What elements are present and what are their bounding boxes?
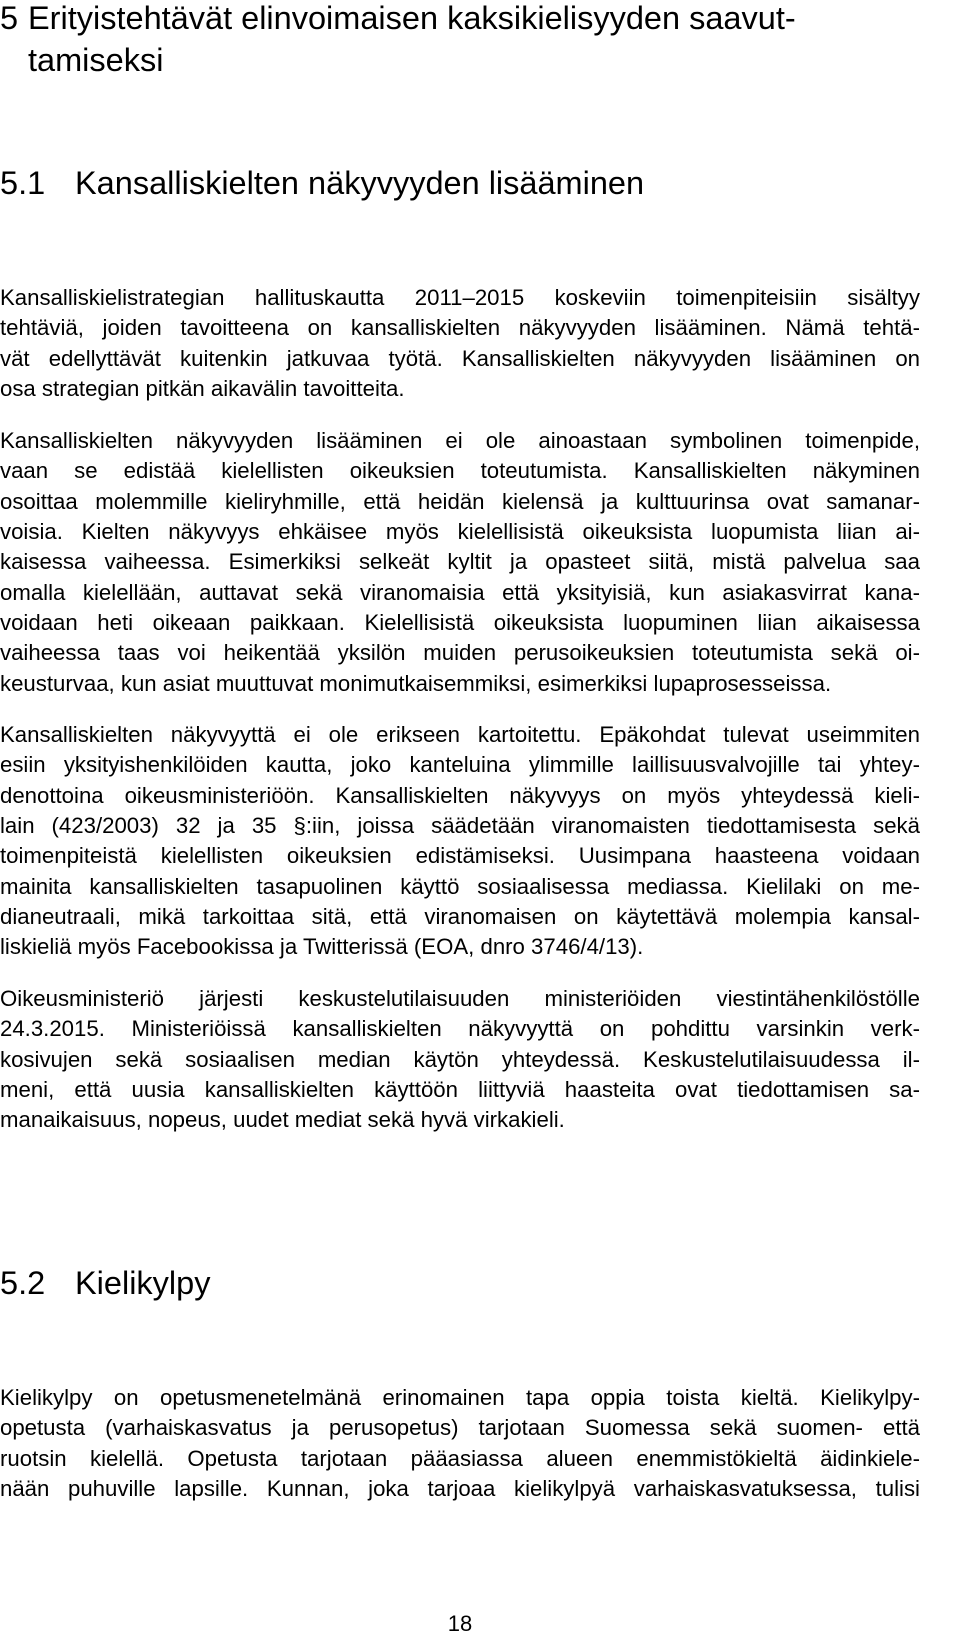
- text-line: opetusta (varhaiskasvatus ja perusopetus) tarjotaan Suomessa sekä suomen- että: [0, 1415, 920, 1441]
- text-line: Kansalliskielistrategian hallituskautta 2011–2015 koskeviin toimenpiteisiin sisältyy: [0, 285, 920, 310]
- chapter-title-line-1: Erityistehtävät elinvoimaisen kaksikielisyyden saavut-: [28, 0, 796, 36]
- text-line: Kielikylpy on opetusmenetelmänä erinomainen tapa oppia toista kieltä. Kielikylpy-: [0, 1385, 920, 1410]
- text-line: dianeutraali, mikä tarkoittaa sitä, että viranomaisen on käytettävä molempia kansal-: [0, 904, 920, 930]
- section-title: Kielikylpy: [75, 1265, 211, 1301]
- text-line: toimenpiteistä kielellisten oikeuksien edistämiseksi. Uusimpana haasteena voidaan: [0, 843, 920, 869]
- text-line: 24.3.2015. Ministeriöissä kansalliskielten näkyvyyttä on pohdittu varsinkin verk-: [0, 1016, 920, 1042]
- text-line: keusturvaa, kun asiat muuttuvat monimutkaisemmiksi, esimerkiksi lupaprosesseissa.: [0, 670, 832, 696]
- page-number: 18: [447, 1611, 473, 1636]
- text-line: omalla kielellään, auttavat sekä viranomaisia että yksityisiä, kun asiakasvirrat kana-: [0, 579, 920, 605]
- text-line: meni, että uusia kansalliskielten käyttöön liittyviä haasteita ovat tiedottamisen sa-: [0, 1077, 920, 1103]
- text-line: Kansalliskielten näkyvyyden lisääminen ei ole ainoastaan symbolinen toimenpide,: [0, 428, 920, 453]
- text-line: osa strategian pitkän aikavälin tavoitteita.: [0, 376, 405, 402]
- text-line: liskieliä myös Facebookissa ja Twitterissä (EOA, dnro 3746/4/13).: [0, 934, 644, 960]
- text-line: lain (423/2003) 32 ja 35 §:iin, joissa säädetään viranomaisten tiedottamisesta sekä: [0, 813, 920, 839]
- section-heading-5-2: [0, 1262, 210, 1304]
- paragraph: [0, 984, 920, 1136]
- text-line: Kansalliskielten näkyvyyttä ei ole erikseen kartoitettu. Epäkohdat tulevat useimmiten: [0, 722, 920, 747]
- text-line: ruotsin kielellä. Opetusta tarjotaan pääasiassa alueen enemmistökieltä äidinkiele-: [0, 1445, 920, 1471]
- paragraph: [0, 283, 920, 404]
- text-line: nään puhuville lapsille. Kunnan, joka tarjoaa kielikylpyä varhaiskasvatuksessa, tulisi: [0, 1476, 920, 1502]
- paragraph: [0, 426, 920, 699]
- chapter-number: 5: [0, 0, 19, 36]
- text-line: vaan se edistää kielellisten oikeuksien toteutumista. Kansalliskielten näkyminen: [0, 458, 920, 484]
- text-line: denottoina oikeusministeriöön. Kansalliskielten näkyvyys on myös yhteydessä kieli-: [0, 782, 920, 808]
- text-line: vaiheessa taas voi heikentää yksilön muiden perusoikeuksien toteutumista sekä oi-: [0, 640, 920, 666]
- section-title: Kansalliskielten näkyvyyden lisääminen: [75, 165, 645, 201]
- text-line: kaisessa vaiheessa. Esimerkiksi selkeät kyltit ja opasteet siitä, mistä palvelua saa: [0, 549, 920, 575]
- text-line: Oikeusministeriö järjesti keskustelutilaisuuden ministeriöiden viestintähenkilöstölle: [0, 986, 920, 1011]
- text-line: vät edellyttävät kuitenkin jatkuvaa työtä. Kansalliskielten näkyvyyden lisääminen on: [0, 345, 920, 371]
- text-line: kosivujen sekä sosiaalisen median käytön yhteydessä. Keskustelutilaisuudessa il-: [0, 1046, 920, 1072]
- text-line: voidaan heti oikeaan paikkaan. Kielellisistä oikeuksista luopuminen liian aikaisessa: [0, 610, 920, 636]
- chapter-heading: [0, 0, 930, 81]
- section-number: 5.1: [0, 165, 46, 201]
- text-line: manaikaisuus, nopeus, uudet mediat sekä hyvä virkakieli.: [0, 1107, 565, 1133]
- text-line: esiin yksityishenkilöiden kautta, joko kanteluina ylimmille laillisuusvalvojille tai yhtey-: [0, 752, 920, 778]
- text-line: tehtäviä, joiden tavoitteena on kansalliskielten näkyvyyden lisääminen. Nämä tehtä-: [0, 315, 920, 341]
- text-line: voisia. Kielten näkyvyys ehkäisee myös kielellisistä oikeuksista luopumista liian ai-: [0, 519, 920, 545]
- section-heading-5-1: [0, 162, 644, 204]
- paragraph: [0, 720, 920, 963]
- section-number: 5.2: [0, 1265, 46, 1301]
- chapter-title-line-2: tamiseksi: [28, 42, 164, 78]
- text-line: osoittaa molemmille kieliryhmille, että heidän kielensä ja kulttuurinsa ovat samanar-: [0, 488, 920, 514]
- text-line: mainita kansalliskielten tasapuolinen käyttö sosiaalisessa mediassa. Kielilaki on me-: [0, 873, 920, 899]
- paragraph: [0, 1383, 920, 1504]
